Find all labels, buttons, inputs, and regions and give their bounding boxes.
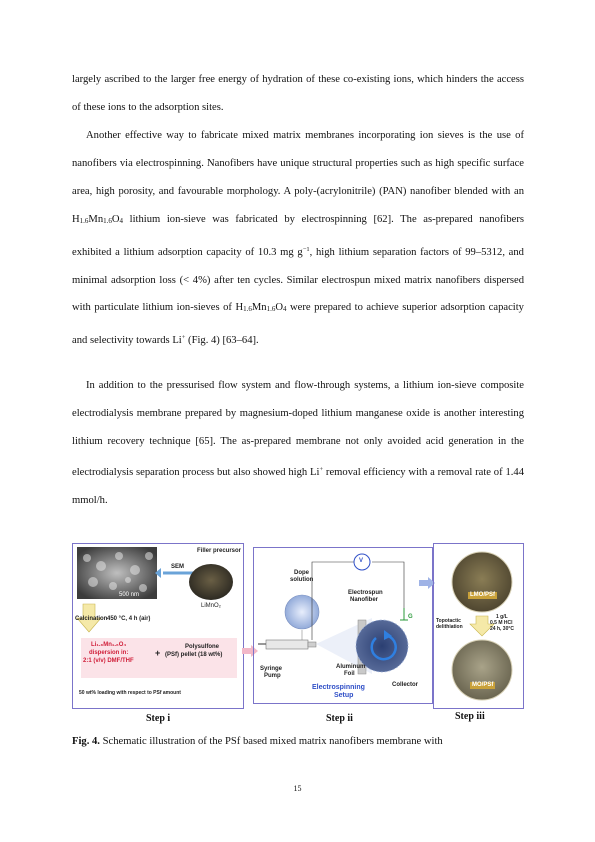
syringe [266,640,308,649]
step-label-i: Step i [146,713,171,724]
figure-panel-step-ii [253,547,433,704]
foil-label-2: Foil [344,671,355,677]
figure-4 [72,543,524,708]
page-number: 15 [293,784,302,793]
step-label-iii: Step iii [455,711,485,722]
paragraph-1-text: largely ascribed to the larger free energy of hydration of these co-existing ions, which hinders the access of these ions to the adsorption sites. [72,74,524,113]
p2-text-d: lithium ion-sieve was fabricated by electrospinning [62]. The as-prepared nanofibers exhibited a lithium adsorption capacity of 10.3 mg g [72,213,524,258]
figure-panel-step-i [72,543,244,709]
nanofiber-label-1: Electrospun [348,590,383,596]
dope-solution-drop [285,595,319,629]
p2-sup-1: −1 [302,245,310,253]
paragraph-3 [72,372,524,515]
syringe-label-1: Syringe [260,666,283,672]
p2-sup-2: + [181,334,186,342]
p2-text-c: O [111,213,120,225]
topotactic-label-1: Topotactic [436,618,461,624]
p2-sub-4: 1.6 [243,305,252,314]
p2-sub-3: 4 [119,216,124,225]
paragraph-1 [72,66,524,122]
mix-line-2: dispersion in: [89,650,129,656]
mixture-box [81,638,237,678]
paragraph-2 [72,122,524,355]
figure-caption [72,735,524,749]
caption-label: Fig. 4. [72,736,100,747]
p2-text-f: Mn [251,302,267,314]
p2-sub-6: 4 [282,305,287,314]
p2-sub-1: 1.6 [79,216,89,225]
scale-bar-label: 500 nm [119,592,140,598]
foil-label-1: Aluminum [336,664,366,670]
mix-line-1: Li₁.₆Mn₁.₆O₄ [91,642,127,648]
loading-note: 50 wt% loading with respect to PSf amount [79,690,181,696]
filler-precursor-label: Filler precursor [197,548,242,554]
collector-label: Collector [392,682,419,688]
p2-text-e: , high lithium separation factors of 99–5312, and minimal adsorption loss (< 4%) after ten cycles. Similar electrospun mixed matrix nanofibers dispersed with particulate lithium ion-sieves of H [72,246,524,314]
dope-label-2: solution [290,577,314,583]
condition-3: 24 h, 30°C [490,626,514,632]
topotactic-label-2: delithiation [436,624,463,630]
sem-label: SEM [171,564,185,570]
p3-text-a: In addition to the pressurised flow system and flow-through systems, a lithium ion-sieve composite electrodialysis membrane prepared by magnesium-doped lithium manganese oxide is another interesting lithium recovery technique [65]. The as-prepared membrane not only avoided acid generation in the electrodialysis separation process but also showed high Li [72,380,524,478]
step-label-ii: Step ii [326,713,353,724]
p2-sub-5: 1.6 [266,305,276,314]
p3-sup: + [319,465,324,473]
setup-label-2: Setup [334,692,354,699]
p2-text-g: O [275,302,283,314]
panel-1-graphics [73,544,243,708]
nanofiber-label-2: Nanofiber [350,597,379,603]
condition-2: 0.5 M HCl [490,620,513,626]
p2-text-b: Mn [88,213,104,225]
ground-label: G [408,614,413,620]
power-wire-left [312,562,354,640]
p2-text-i: (Fig. 4) [63–64]. [185,335,259,347]
mo-psf-membrane [452,640,512,700]
caption-text: Schematic illustration of the PSf based mixed matrix nanofibers membrane with [99,736,443,747]
psf-line-2: (PSf) pellet (18 wt%) [165,652,223,658]
p3-text-b: removal efficiency with a removal rate of 1.44 mmol/h. [72,466,524,506]
lmo-psf-label: LMO/PSf [470,592,495,598]
calcination-conditions: 450 °C, 4 h (air) [107,616,151,622]
syringe-label-2: Pump [264,673,281,679]
plus-sign: + [155,648,161,658]
p2-text-h: were prepared to achieve superior adsorption capacity and selectivity towards Li [72,302,524,347]
lmo-psf-membrane [452,552,512,612]
panel-2-graphics [254,548,432,703]
limno2-label: LiMnO₂ [201,603,222,609]
p2-sub-2: 1.6 [103,216,112,225]
mix-line-3: 2:1 (v/v) DMF/THF [83,658,134,664]
mo-psf-label: MO/PSf [472,682,494,688]
voltage-label: V [359,558,364,564]
condition-1: 1 g/L [496,614,508,620]
p2-text-a: Another effective way to fabricate mixed matrix membranes incorporating ion sieves is the use of nanofibers via electrospinning. Nanofibers have unique structural properties such as high specific surface area, high porosity, and favourable morphology. A poly-(acrylonitrile) (PAN) nanofiber blended with an H [72,130,524,225]
setup-label-1: Electrospinning [312,684,365,691]
figure-panel-step-iii [433,543,524,709]
limno2-powder [189,564,233,600]
psf-line-1: Polysulfone [185,644,220,650]
dope-label-1: Dope [294,570,309,576]
calcination-label: Calcination [75,616,108,622]
